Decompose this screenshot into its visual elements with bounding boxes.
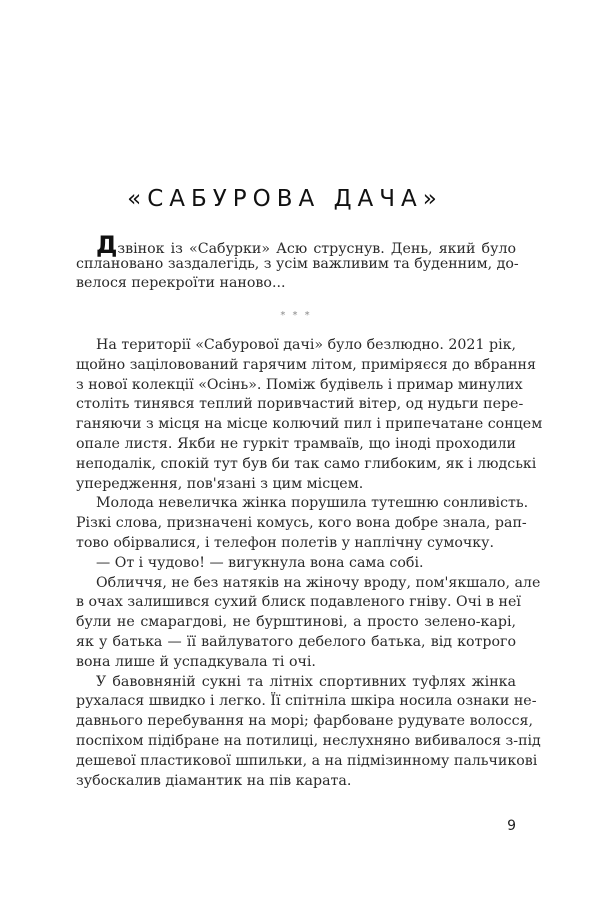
intro-line: сплановано заздалегідь, з усім важливим та буденним, до- xyxy=(76,256,519,272)
text-line: дешевої пластикової шпильки, а на підмізинному пальчикові xyxy=(76,752,538,769)
text-line: століть тинявся теплий поривчастий вітер, од нудьги пере- xyxy=(76,396,524,413)
text-line: вона лише й успадкувала ті очі. xyxy=(76,653,316,670)
text-line: упередження, пов'язані з цим місцем. xyxy=(76,475,364,492)
text-line: Обличчя, не без натяків на жіночу вроду, пом'якшало, але xyxy=(96,574,541,591)
text-line: в очах залишився сухий блиск подавленого гніву. Очі в неї xyxy=(76,594,521,611)
text-line: поспіхом підібране на потилиці, неслухняно вибивалося з-під xyxy=(76,733,541,749)
section-separator: * * * xyxy=(280,310,312,321)
text-line: рухалася швидко і легко. Її спітніла шкіра носила ознаки не- xyxy=(76,693,537,710)
text-line: неподалік, спокій тут був би так само глибоким, як і людські xyxy=(76,455,537,472)
intro-line xyxy=(96,231,516,259)
text-line: опале листя. Якби не гуркіт трамваїв, що іноді проходили xyxy=(76,436,516,452)
intro-text: звінок із «Сабурки» Асю струснув. День, який було xyxy=(117,241,516,257)
text-line: тово обірвалися, і телефон полетів у наплічну сумочку. xyxy=(76,535,495,551)
text-line: зубоскалив діамантик на пів карата. xyxy=(76,772,352,789)
text-line: були не смарагдові, не бурштинові, а просто зелено-карі, xyxy=(76,614,516,631)
text-line: — От і чудово! — вигукнула вона сама собі. xyxy=(96,554,424,571)
text-line: як у батька — її вайлуватого дебелого батька, від котрого xyxy=(76,634,516,650)
text-line: У бавовняній сукні та літніх спортивних туфлях жінка xyxy=(96,673,516,690)
text-line: з нової колекції «Осінь». Поміж будівель і примар минулих xyxy=(76,376,523,393)
text-line: На території «Сабурової дачі» було безлюдно. 2021 рік, xyxy=(96,337,516,353)
text-line: Різкі слова, призначені комусь, кого вона добре знала, рап- xyxy=(76,515,527,532)
text-line: Молода невеличка жінка порушила тутешню сонливість. xyxy=(96,495,529,512)
page-number: 9 xyxy=(507,818,516,834)
chapter-title: «САБУРОВА ДАЧА» xyxy=(127,186,443,212)
text-line: ганяючи з місця на місце колючий пил і припечатане сонцем xyxy=(76,416,543,433)
intro-line: велося перекроїти наново... xyxy=(76,275,286,291)
text-line: щойно заціловований гарячим літом, приміряєся до вбрання xyxy=(76,356,536,373)
text-line: давнього перебування на морі; фарбоване рудувате волосся, xyxy=(76,713,534,730)
drop-cap: Д xyxy=(96,231,118,259)
